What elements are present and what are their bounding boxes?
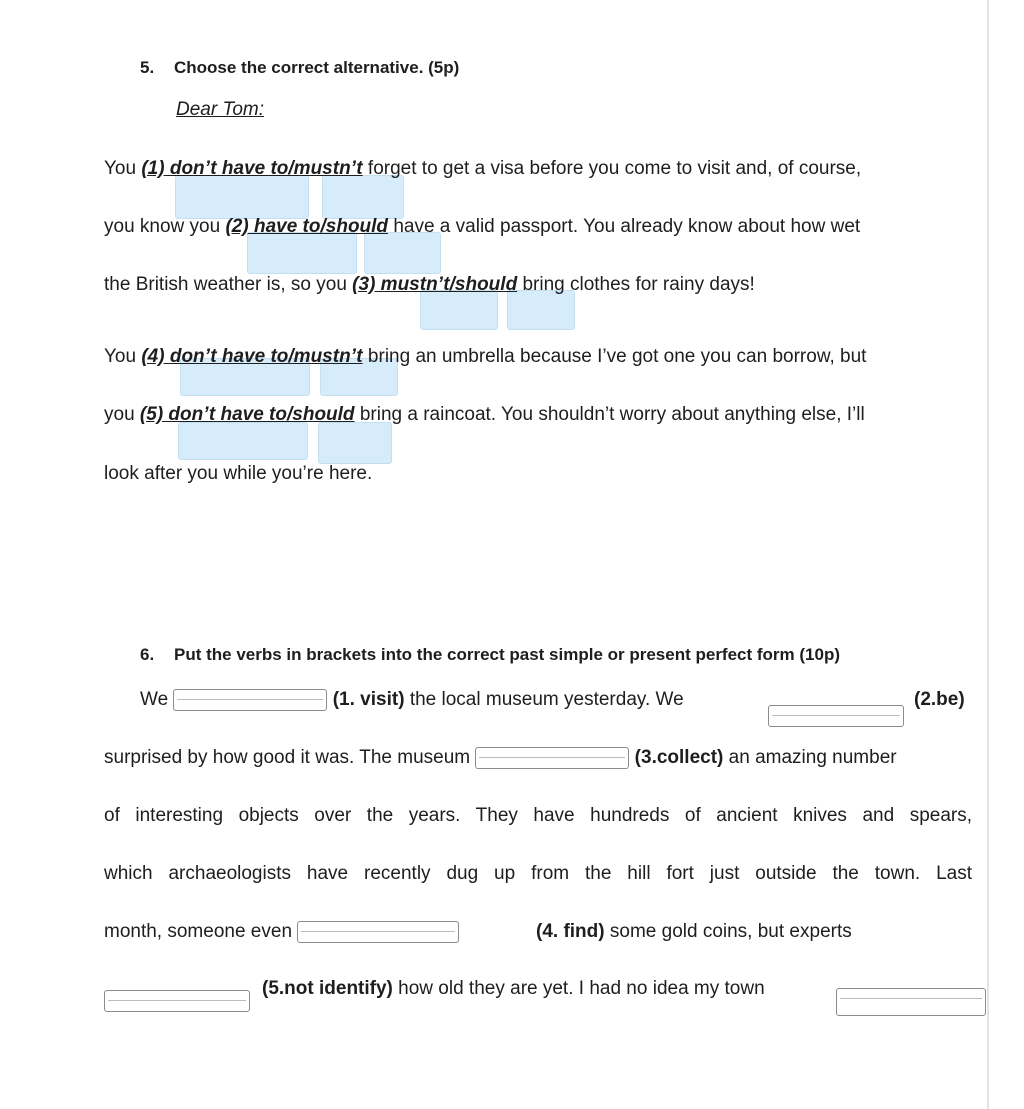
option-1: (1) don’t have to/mustn’t	[141, 158, 363, 179]
s6-line-5-tail: (4. find) some gold coins, but experts	[536, 921, 852, 942]
answer-blank-6[interactable]	[836, 988, 986, 1016]
page-edge	[987, 0, 989, 1109]
option-3: (3) mustn’t/should	[352, 274, 518, 295]
s6-line-6: (5.not identify) how old they are yet. I had no idea my town	[262, 978, 765, 999]
section-5-title: Choose the correct alternative. (5p)	[174, 58, 460, 77]
hint-1: (1. visit)	[332, 689, 405, 710]
hint-5: (5.not identify)	[262, 978, 393, 999]
answer-highlight[interactable]	[322, 175, 404, 219]
s6-line-1: We (1. visit) the local museum yesterday. We	[140, 689, 684, 710]
section-5-heading	[140, 58, 459, 78]
section-5-number: 5.	[140, 58, 155, 77]
answer-blank-3[interactable]	[475, 747, 629, 769]
hint-3: (3.collect)	[634, 747, 724, 768]
s5-line-6: look after you while you’re here.	[104, 463, 373, 484]
answer-blank-1[interactable]	[173, 689, 327, 711]
s6-line-3: of interesting objects over the years. They have hundreds of ancient knives and spears,	[104, 805, 972, 826]
section-6-number: 6.	[140, 645, 155, 664]
hint-2: (2.be)	[914, 689, 965, 710]
answer-highlight[interactable]	[178, 422, 308, 460]
greeting: Dear Tom:	[176, 99, 264, 120]
s6-line-4: which archaeologists have recently dug up from the hill fort just outside the town. Last	[104, 863, 972, 884]
answer-blank-2[interactable]	[768, 705, 904, 727]
section-6-heading	[140, 645, 840, 665]
s6-line-5: month, someone even	[104, 920, 972, 944]
answer-blank-5[interactable]	[104, 990, 250, 1012]
section-6-title: Put the verbs in brackets into the correct past simple or present perfect form (10p)	[174, 645, 841, 664]
hint-4: (4. find)	[536, 921, 605, 942]
s6-line-2: surprised by how good it was. The museum (3.collect) an amazing number	[104, 747, 897, 768]
s5-line-5: you (5) don’t have to/should bring a raincoat. You shouldn’t worry about anything else, I’ll	[104, 404, 865, 425]
s5-line-4: You (4) don’t have to/mustn’t bring an umbrella because I’ve got one you can borrow, but	[104, 346, 867, 367]
s5-line-1: You (1) don’t have to/mustn’t forget to get a visa before you come to visit and, of course,	[104, 158, 862, 179]
answer-blank-4[interactable]	[297, 921, 459, 943]
s5-line-2: you know you (2) have to/should have a valid passport. You already know about how wet	[104, 216, 861, 237]
option-4: (4) don’t have to/mustn’t	[141, 346, 363, 367]
option-2: (2) have to/should	[225, 216, 389, 237]
answer-highlight[interactable]	[318, 422, 392, 464]
option-5: (5) don’t have to/should	[139, 404, 355, 425]
s5-line-3: the British weather is, so you (3) mustn’t/should bring clothes for rainy days!	[104, 274, 755, 295]
answer-highlight[interactable]	[175, 175, 309, 219]
